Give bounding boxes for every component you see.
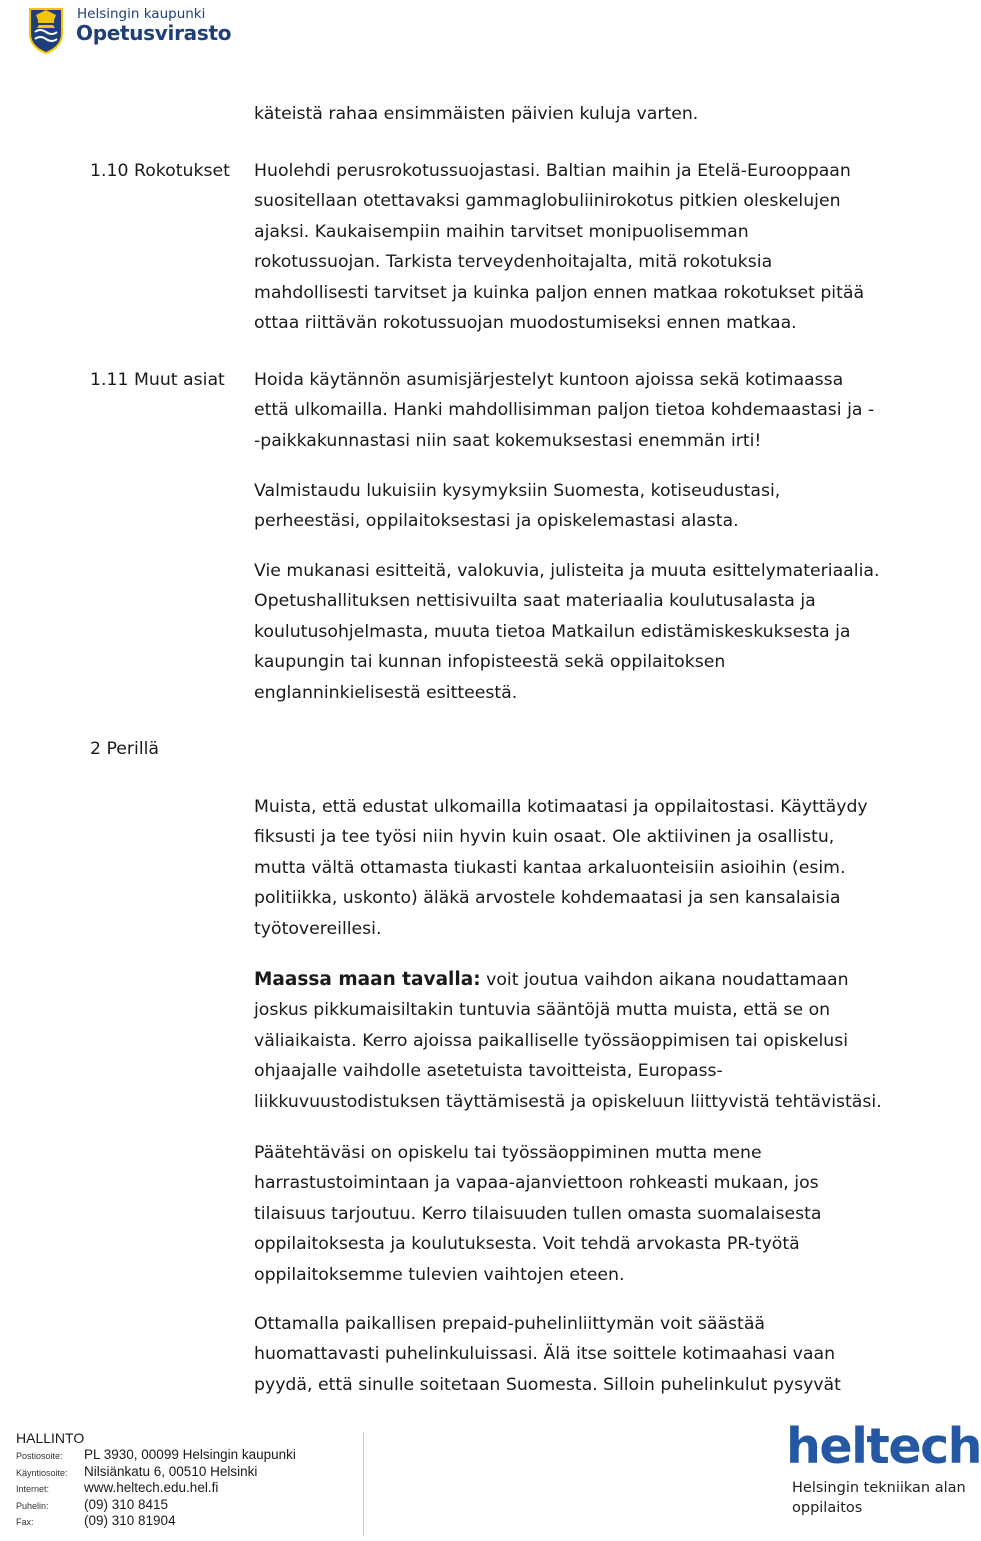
text-line: että ulkomailla. Hanki mahdollisimman paljon tietoa kohdemaastasi ja - <box>254 400 875 421</box>
section-perilla-para4 <box>254 1309 934 1400</box>
section-perilla-para1 <box>254 792 934 944</box>
helsinki-crest-icon <box>27 6 65 54</box>
text-line: fiksusti ja tee työsi niin hyvin kuin osaat. Ole aktiivinen ja osallistu, <box>254 827 835 848</box>
text-line: ajaksi. Kaukaisempiin maihin tarvitset monipuolisemman <box>254 221 749 242</box>
footer-key: Postiosoite: <box>16 1451 63 1461</box>
text-line: Ottamalla paikallisen prepaid-puhelinliittymän voit säästää <box>254 1314 766 1334</box>
footer-value: (09) 310 8415 <box>84 1496 169 1512</box>
text-line: työtovereillesi. <box>254 918 382 939</box>
opetusvirasto-logo <box>20 2 260 56</box>
org-name-line2: Opetusvirasto <box>76 21 232 45</box>
text-line: huomattavasti puhelinkuluissasi. Älä itse soittele kotimaahasi vaan <box>254 1344 836 1365</box>
text-line: kaupungin tai kunnan infopisteestä sekä oppilaitoksen <box>254 652 726 673</box>
footer-row-visit <box>16 1464 346 1481</box>
bold-phrase: Maassa maan tavalla: <box>254 969 481 990</box>
text-line: väliaikaista. Kerro ajoissa paikalliselle työssäoppimisen tai opiskelusi <box>254 1030 849 1051</box>
section-muut-asiat-para3 <box>254 556 934 708</box>
intro-line <box>254 99 934 129</box>
text-line: oppilaitoksemme tulevien vaihtojen eteen. <box>254 1264 625 1285</box>
org-name-line1: Helsingin kaupunki <box>77 6 206 22</box>
footer-row-phone <box>16 1497 346 1514</box>
footer-key: Käyntiosoite: <box>16 1467 68 1478</box>
footer-row-internet <box>16 1480 346 1497</box>
text-line: ottaa riittävän rokotussuojan muodostumiseksi ennen matkaa. <box>254 313 797 334</box>
footer-website-link[interactable]: www.heltech.edu.hel.fi <box>84 1480 219 1495</box>
text-line: pyydä, että sinulle soitetaan Suomesta. Silloin puhelinkulut pysyvät <box>254 1374 841 1395</box>
text-line: oppilaitoksesta ja koulutuksesta. Voit tehdä arvokasta PR-työtä <box>254 1234 800 1255</box>
text-line: tilaisuus tarjoutuu. Kerro tilaisuuden tullen omasta suomalaisesta <box>254 1203 822 1224</box>
footer-value: (09) 310 81904 <box>84 1513 176 1528</box>
section-label-rokotukset: 1.10 Rokotukset <box>90 161 230 181</box>
section-heading-perilla: 2 Perillä <box>90 739 160 759</box>
text-line: liikkuvuustodistuksen täyttämisestä ja opiskeluun liittyvistä tehtävistäsi. <box>254 1091 882 1112</box>
section-muut-asiat-para1 <box>254 365 934 456</box>
footer-contact-block <box>16 1429 346 1530</box>
heltech-logo-subtitle: Helsingin tekniikan alan <box>792 1480 966 1496</box>
text-line: Valmistaudu lukuisiin kysymyksiin Suomesta, kotiseudustasi, <box>254 481 781 501</box>
text-line: Vie mukanasi esitteitä, valokuvia, julisteita ja muuta esittelymateriaalia. <box>254 561 880 581</box>
text-fragment: voit joutua vaihdon aikana noudattamaan <box>480 970 849 990</box>
section-perilla-para2 <box>254 965 934 1117</box>
text-line: rokotussuojan. Tarkista terveydenhoitajalta, mitä rokotuksia <box>254 252 773 273</box>
text-line: suositellaan otettavaksi gammaglobuliinirokotus pitkien oleskelujen <box>254 191 841 212</box>
footer-value: Nilsiänkatu 6, 00510 Helsinki <box>84 1463 258 1479</box>
section-rokotukset-text <box>254 156 934 338</box>
text-line: käteistä rahaa ensimmäisten päivien kuluja varten. <box>254 104 699 124</box>
heltech-logo-word: heltech <box>786 1418 981 1475</box>
footer-key: Internet: <box>16 1484 50 1494</box>
section-label-muut-asiat: 1.11 Muut asiat <box>90 370 225 390</box>
footer-key: Puhelin: <box>16 1500 49 1511</box>
footer-row-postal <box>16 1447 346 1464</box>
text-line: Huolehdi perusrokotussuojastasi. Baltian maihin ja Etelä-Eurooppaan <box>254 161 851 181</box>
text-line: koulutusohjelmasta, muuta tietoa Matkailun edistämiskeskuksesta ja <box>254 621 851 642</box>
text-line: englanninkielisestä esitteestä. <box>254 682 518 703</box>
footer-key: Fax: <box>16 1517 34 1527</box>
footer-value: PL 3930, 00099 Helsingin kaupunki <box>84 1447 296 1462</box>
text-line <box>254 965 934 995</box>
text-line: Hoida käytännön asumisjärjestelyt kuntoon ajoissa sekä kotimaassa <box>254 370 844 390</box>
footer-divider <box>363 1432 364 1536</box>
text-line: politiikka, uskonto) äläkä arvostele kohdemaatasi ja sen kansalaisia <box>254 888 841 909</box>
text-line: harrastustoimintaan ja vapaa-ajanviettoon rohkeasti mukaan, jos <box>254 1173 819 1194</box>
footer-row-fax <box>16 1513 346 1530</box>
section-muut-asiat-para2 <box>254 476 934 537</box>
text-line: -paikkakunnastasi niin saat kokemuksestasi enemmän irti! <box>254 430 762 451</box>
text-line: Muista, että edustat ulkomailla kotimaatasi ja oppilaitostasi. Käyttäydy <box>254 797 868 817</box>
heltech-logo <box>786 1418 981 1538</box>
text-line: mutta vältä ottamasta tiukasti kantaa arkaluonteisiin asioihin (esim. <box>254 857 846 878</box>
text-line: Päätehtäväsi on opiskelu tai työssäoppiminen mutta mene <box>254 1143 762 1163</box>
section-perilla-para3 <box>254 1138 934 1290</box>
text-line: mahdollisesti tarvitset ja kuinka paljon ennen matkaa rokotukset pitää <box>254 282 865 303</box>
text-line: perheestäsi, oppilaitoksestasi ja opiskelemastasi alasta. <box>254 511 739 532</box>
text-line: Opetushallituksen nettisivuilta saat materiaalia koulutusalasta ja <box>254 591 816 612</box>
footer-heading: HALLINTO <box>16 1430 85 1446</box>
text-line: joskus pikkumaisiltakin tuntuvia sääntöjä mutta muista, että se on <box>254 1000 831 1021</box>
heltech-logo-subtitle: oppilaitos <box>792 1500 863 1516</box>
text-line: ohjaajalle vaihdolle asetetuista tavoitteista, Europass- <box>254 1061 723 1082</box>
